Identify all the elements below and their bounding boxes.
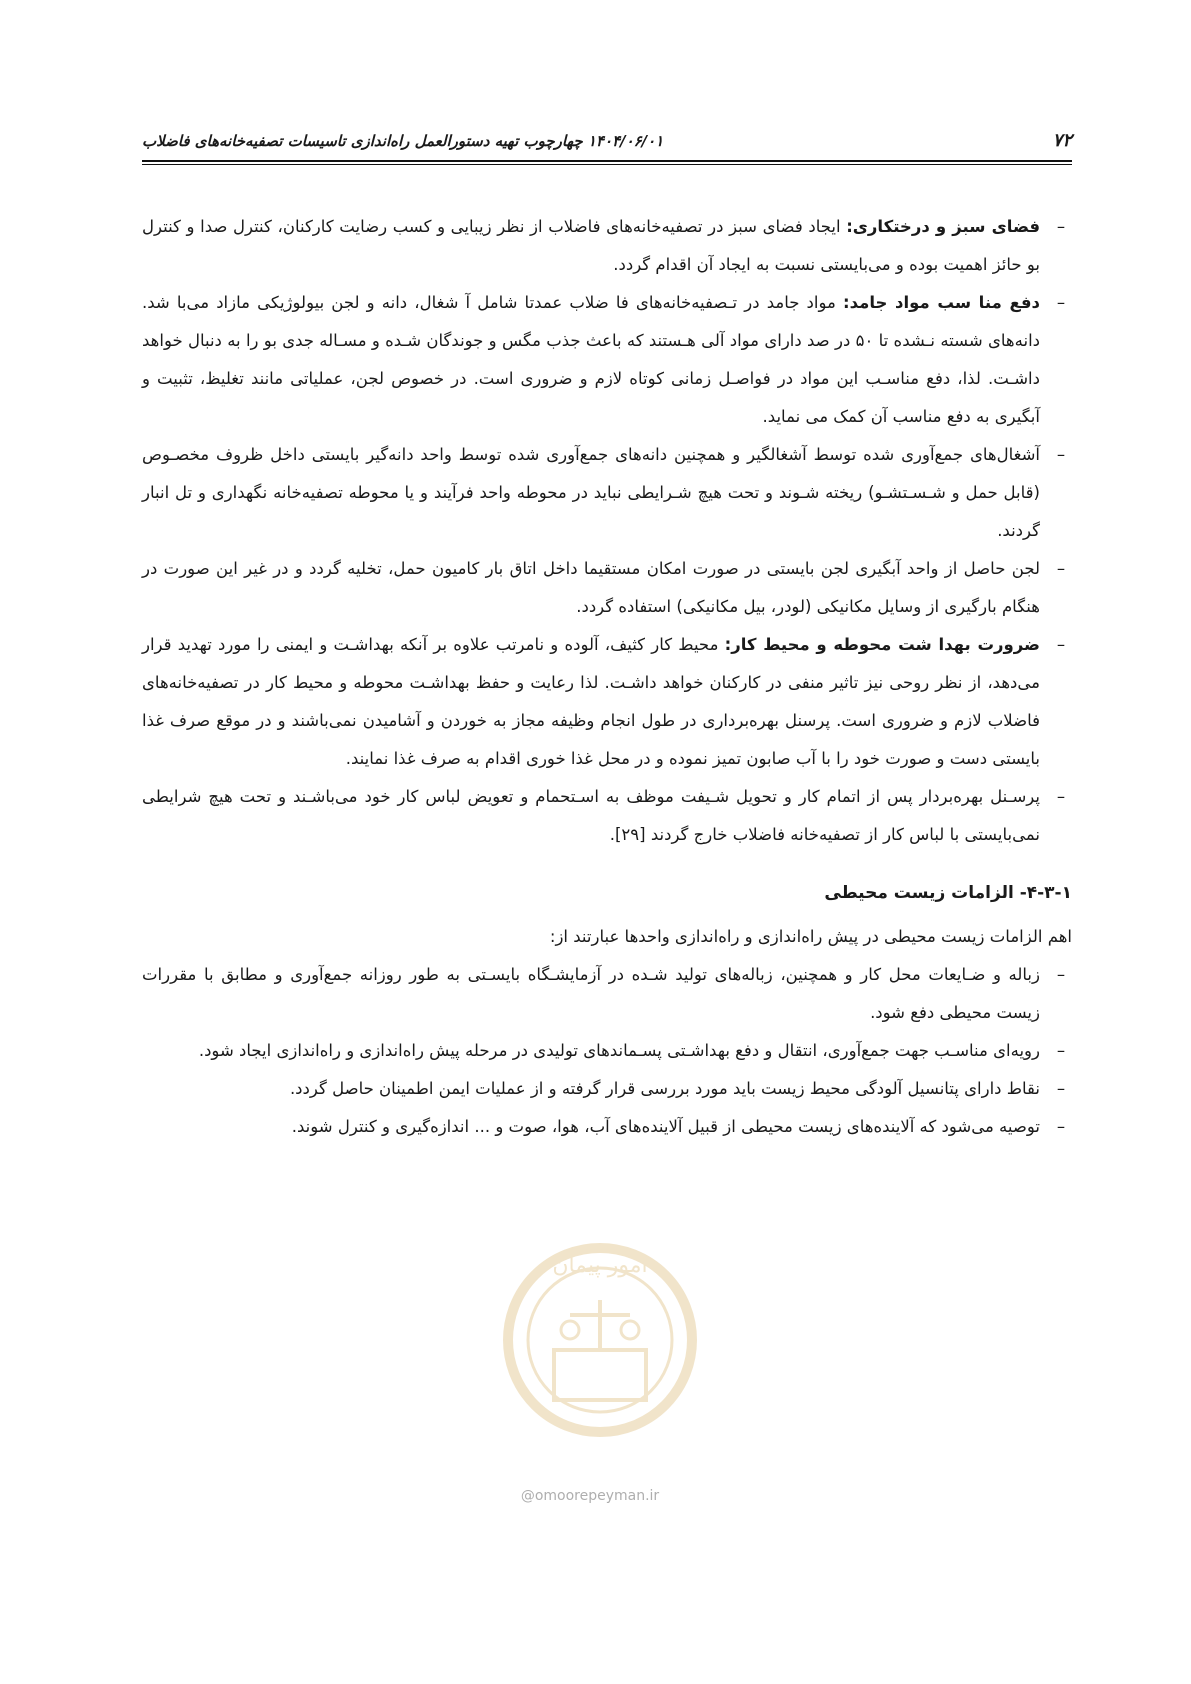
bullet-dash: – (1056, 559, 1066, 578)
watermark-logo-text: امور پیمان (552, 1253, 648, 1278)
bullet-list-environmental (142, 956, 1072, 1146)
bullet-dash: – (1056, 787, 1066, 806)
list-item (142, 778, 1072, 854)
running-title: ۱۴۰۴/۰۶/۰۱ چهارچوب تهیه دستورالعمل راه‌اندازی تاسیسات تصفیه‌خانه‌های فاضلاب (142, 132, 664, 150)
bullet-dash: – (1056, 293, 1066, 312)
bullet-dash: – (1056, 965, 1066, 984)
bullet-dash: – (1056, 1079, 1066, 1098)
item-bold-lead: دفع منا سب مواد جامد: (842, 293, 1040, 312)
item-bold-lead: ضرورت بهدا شت محوطه و محیط کار: (724, 635, 1040, 654)
item-text: ایجاد فضای سبز در تصفیه‌خانه‌های فاضلاب از نظر زیبایی و کسب رضایت کارکنان، کنترل صدا و کنترل بو حائز اهمیت بوده و می‌بایستی نسبت به ایجاد آن اقدام گردد. (142, 217, 1040, 274)
list-item (142, 436, 1072, 550)
bullet-dash: – (1056, 445, 1066, 464)
item-text: رویه‌ای مناسـب جهت جمع‌آوری، انتقال و دفع بهداشـتی پسـماندهای تولیدی در مرحله پیش راه‌اندازی و راه‌اندازی ایجاد شود. (198, 1041, 1040, 1060)
item-text: پرسـنل بهره‌بردار پس از اتمام کار و تحویل شـیفت موظف به اسـتحمام و تعویض لباس کار خود می‌باشـند و تحت هیچ شرایطی نمی‌بایستی با لباس کار از تصفیه‌خانه فاضلاب خارج گردند [۲۹]. (142, 787, 1040, 844)
item-text: آشغال‌های جمع‌آوری شده توسط آشغالگیر و همچنین دانه‌های جمع‌آوری شده توسط واحد دانه‌گیر بایستی داخل ظروف مخصـوص (قابل حمل و شـسـتشـو) ریخته شـوند و تحت هیچ شـرایطی نباید در محوطه واحد فرآیند و یا محوطه تصفیه‌خانه نگهداری و تل انبار گردند. (142, 445, 1040, 540)
bullet-dash: – (1056, 1041, 1066, 1060)
bullet-dash: – (1056, 635, 1066, 654)
item-bold-lead: فضای سبز و درختکاری: (846, 217, 1041, 236)
bullet-dash: – (1056, 217, 1066, 236)
item-text: مواد جامد در تـصفیه‌خانه‌های فا ضلاب عمدتا شامل آ شغال، دانه و لجن بیولوژیکی مازاد می‌با شد. دانه‌های شسته نـشده تا ۵۰ در صد دارای مواد آلی هـستند که باعث جذب مگس و جوندگان شـده و مسـاله جدی بو را به دنبال خواهد داشـت. لذا، دفع مناسـب این مواد در فواصـل زمانی کوتاه لازم و ضروری است. در خصوص لجن، عملیاتی مانند تغلیظ، تثبیت و آبگیری به دفع مناسب آن کمک می نماید. (142, 293, 1040, 426)
page-header (142, 124, 1072, 162)
list-item (142, 284, 1072, 436)
item-text: لجن حاصل از واحد آبگیری لجن بایستی در صورت امکان مستقیما داخل اتاق بار کامیون حمل، تخلیه گردد و در غیر این صورت در هنگام بارگیری از وسایل مکانیکی (لودر، بیل مکانیکی) استفاده گردد. (142, 559, 1040, 616)
list-item (142, 550, 1072, 626)
page-number: ۷۲ (1052, 130, 1072, 151)
item-text: محیط کار کثیف، آلوده و نامرتب علاوه بر آنکه بهداشـت و ایمنی را مورد تهدید قرار می‌دهد، از نظر روحی نیز تاثیر منفی در کارکنان خواهد داشـت. لذا رعایت و حفظ بهداشـت محوطه و محیط کار در تصفیه‌خانه‌های فاضلاب لازم و ضروری است. پرسنل بهره‌برداری در طول انجام وظیفه مجاز به خوردن و آشامیدن نمی‌باشند و در موقع صرف غذا بایستی دست و صورت خود را با آب صابون تمیز نموده و در محل غذا خوری اقدام به صرف غذا نمایند. (142, 635, 1040, 768)
list-item (142, 1070, 1072, 1108)
list-item (142, 626, 1072, 778)
item-text: توصیه می‌شود که آلاینده‌های زیست محیطی از قبیل آلاینده‌های آب، هوا، صوت و ... اندازه‌گیری و کنترل شوند. (291, 1117, 1040, 1136)
item-text: زباله و ضـایعات محل کار و همچنین، زباله‌های تولید شـده در آزمایشـگاه بایسـتی به طور روزانه جمع‌آوری و مطابق با مقررات زیست محیطی دفع شود. (142, 965, 1040, 1022)
watermark-url: @omoorepeyman.ir (520, 1488, 660, 1504)
header-rule (142, 160, 1072, 162)
bullet-dash: – (1056, 1117, 1066, 1136)
section-heading: ۴-۳-۱- الزامات زیست محیطی (824, 883, 1072, 903)
bullet-list-operations (142, 208, 1072, 854)
list-item (142, 1032, 1072, 1070)
list-item (142, 1108, 1072, 1146)
list-item (142, 208, 1072, 284)
body-content (142, 208, 1072, 1146)
section-intro: اهم الزامات زیست محیطی در پیش راه‌اندازی و راه‌اندازی واحدها عبارتند از: (549, 927, 1072, 946)
watermark-logo (470, 1230, 730, 1470)
header-rule-thin (142, 164, 1072, 165)
list-item (142, 956, 1072, 1032)
item-text: نقاط دارای پتانسیل آلودگی محیط زیست باید مورد بررسی قرار گرفته و از عملیات ایمن اطمینان حاصل گردد. (289, 1079, 1040, 1098)
